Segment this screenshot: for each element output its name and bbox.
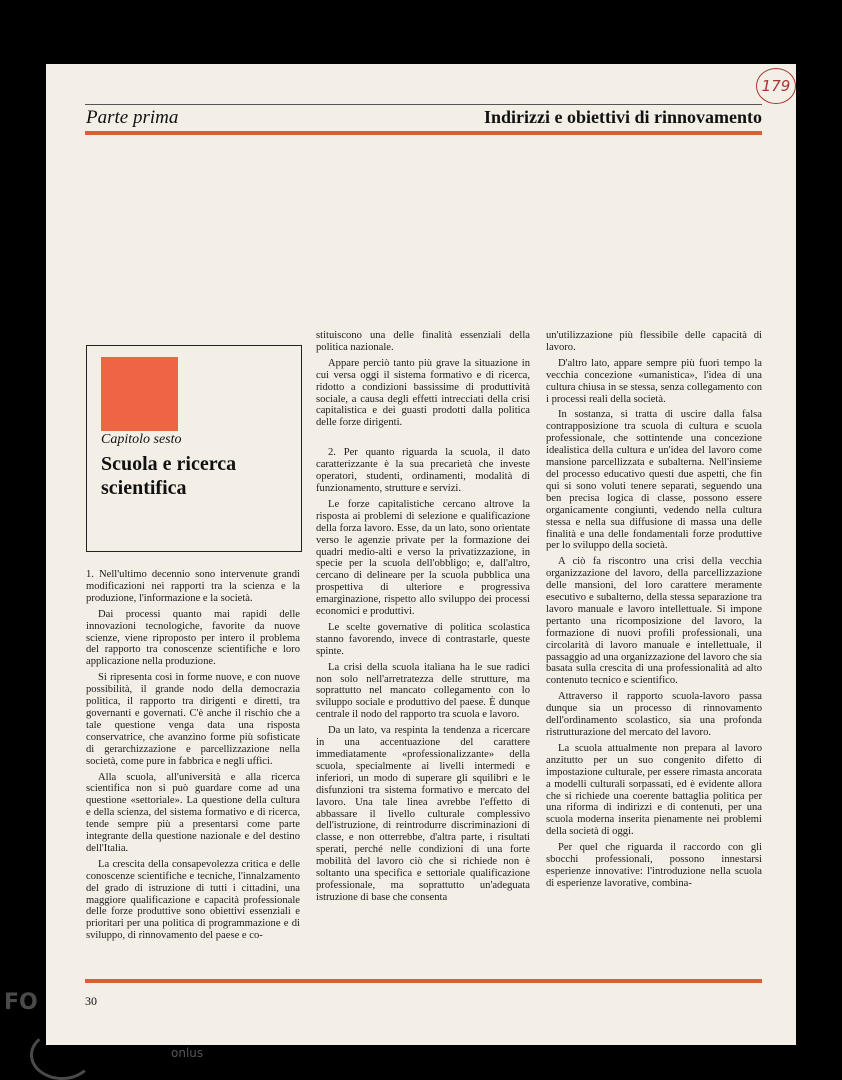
paragraph: La scuola attualmente non prepara al lavoro anzitutto per un suo congenito difetto di impostazione culturale, per essere rimasta ancorata a modelli culturali sorpassati, ed è evidente allora che si richiede una coerente battaglia politica per una riforma di indirizzi e di contenuti, per una scuola moderna inserita pienamente nei problemi della società di oggi. xyxy=(546,742,762,838)
watermark-logo-text: FO xyxy=(4,990,38,1015)
document-page xyxy=(46,64,796,1045)
paragraph: A ciò fa riscontro una crisi della vecchia organizzazione del lavoro, della parcellizzazione delle mansioni, del loro carattere meramente esecutivo e subalterno, della stessa separazione tra lavoro manuale e lavoro intellettuale. Si impone pertanto una ricomposizione del lavoro, la formazione di nuovi profili professionali, una circolarità di lavoro manuale e intellettuale, il passaggio ad una organizzazione del lavoro che sia basata sulla crescita di una professionalità ad alto contenuto tecnico e scientifico. xyxy=(546,556,763,687)
paragraph: Si ripresenta così in forme nuove, e con nuove possibilità, il grande nodo della democrazia politica, il rapporto tra dirigenti e diretti, tra governanti e governati. C'è anche il rischio che a tale questione venga data una risposta conservatrice, che avanzino forme più sofisticate di gerarchizzazione e parcellizzazione nella società, come pure in fabbrica e negli uffici. xyxy=(86,672,300,767)
chapter-label: Capitolo sesto xyxy=(101,432,182,447)
paragraph: Da un lato, va respinta la tendenza a ricercare in una accentuazione del carattere immediatamente «professionalizzante» della scuola, specialmente ai livelli intermedi e inferiori, un modo di superare gli squilibri e le disfunzioni tra sistema formativo e mercato del lavoro. Una tale linea avrebbe l'effetto di abbassare il livello culturale complessivo dell'istruzione, di reintrodurre discriminazioni di classe, e non otterrebbe, d'altra parte, i risultati sperati, perché nelle condizioni di una forte mobilità del lavoro ciò che si richiede non è soltanto una specifica e settoriale qualificazione professionale, ma soprattutto un'adeguata istruzione di base che consenta xyxy=(316,725,530,903)
paragraph: La crescita della consapevolezza critica e delle conoscenze scientifiche e tecniche, l'innalzamento del grado di istruzione di tutti i cittadini, una maggiore qualificazione e capacità professionale delle forze produttive sono obiettivi essenziali e prioritari per una politica di programmazione e di sviluppo, di rinnovamento del paese e co- xyxy=(86,858,300,942)
paragraph: un'utilizzazione più flessibile delle capacità di lavoro. xyxy=(546,330,762,353)
header-rule-thin xyxy=(85,104,762,105)
paragraph: Le scelte governative di politica scolastica stanno favorendo, invece di contrastarle, queste spinte. xyxy=(316,621,530,657)
paragraph: D'altro lato, appare sempre più fuori tempo la vecchia concezione «umanistica», l'idea di una cultura chiusa in se stessa, senza collegamento con i processi reali della società. xyxy=(546,357,762,405)
page-number: 30 xyxy=(85,994,97,1008)
paragraph: Attraverso il rapporto scuola-lavoro passa dunque sia un processo di rinnovamento dell'ordinamento scolastico, sia una profonda ristrutturazione del mercato del lavoro. xyxy=(546,691,762,738)
handwritten-folio-mark: 179 xyxy=(756,68,796,104)
chapter-box xyxy=(86,345,302,552)
paragraph: La crisi della scuola italiana ha le sue radici non solo nell'arretratezza delle strutture, ma soprattutto nel mancato collegamento con lo sviluppo sociale e produttivo del paese. È dunque centrale il nodo del rapporto tra scuola e lavoro. xyxy=(316,661,530,721)
paragraph: Dai processi quanto mai rapidi delle innovazioni tecnologiche, favorite da nuove scienze, viene riproposto per intero il problema del rapporto tra conoscenze scientifiche e loro applicazione nella produzione. xyxy=(86,608,300,668)
watermark-arc-icon xyxy=(30,1030,94,1080)
paragraph: Per quel che riguarda il raccordo con gli sbocchi professionali, possono innestarsi esperienze innovative: l'introduzione nella scuola di esperienze lavorative, combina- xyxy=(546,842,762,889)
header-rule-accent xyxy=(85,131,762,135)
paragraph: 1. Nell'ultimo decennio sono intervenute grandi modificazioni nei rapporti tra la scienza e la produzione, l'informazione e la società. xyxy=(86,569,300,604)
chapter-accent-square xyxy=(101,357,178,431)
paragraph: In sostanza, si tratta di uscire dalla falsa contrapposizione tra scuola di cultura e scuola professionale, che sottintende una concezione idealistica della cultura e un'idea del lavoro come mansione parcellizzata e subalterna. Nell'insieme del processo educativo questi due aspetti, che fin qui si sono voluti tenere separati, seguendo una ben precisa logica di classe, possono essere organicamente congiunti, vedendo nella cultura stessa e nella sua diffusione di massa una delle finalità e una delle fondamentali forze produttive per lo sviluppo della società. xyxy=(546,409,762,552)
paragraph: stituiscono una delle finalità essenziali della politica nazionale. xyxy=(316,330,530,353)
chapter-title: Scuola e ricerca scientifica xyxy=(101,453,237,499)
text-column-2 xyxy=(316,330,530,904)
footer-rule-accent xyxy=(85,979,762,983)
paragraph: Appare perciò tanto più grave la situazione in cui versa oggi il sistema formativo e di ricerca, ridotto a condizioni bassissime di produttività sociale, a causa degli effetti intrecciati della crisi capitalistica e dei guasti prodotti dalla politica delle forze dirigenti. xyxy=(316,357,530,429)
text-column-1 xyxy=(86,569,300,942)
text-column-3 xyxy=(546,330,762,890)
section-title-left: Parte prima xyxy=(86,107,179,128)
paragraph: Le forze capitalistiche cercano altrove la risposta ai problemi di selezione e qualificazione della forza lavoro. Esse, da un lato, sono orientate verso le agenzie private per la formazione dei quadri medio-alti e verso la privatizzazione, in specie per la scuola dell'obbligo; e, dall'altro, cercano di delineare per la scuola pubblica una prospettiva di ulteriore e progressiva emarginazione, rispetto allo sviluppo dei processi economici e produttivi. xyxy=(316,498,530,618)
watermark-label: onlus xyxy=(171,1046,204,1060)
paragraph: 2. Per quanto riguarda la scuola, il dato caratterizzante è la sua precarietà che investe operatori, studenti, ordinamenti, modalità di funzionamento, strutture e servizi. xyxy=(316,447,530,494)
section-title-right: Indirizzi e obiettivi di rinnovamento xyxy=(484,107,762,127)
paragraph: Alla scuola, all'università e alla ricerca scientifica non si può guardare come ad una questione «settoriale». La questione della cultura e della scienza, del sistema formativo e di ricerca, tende sempre più a presentarsi come parte integrante della questione nazionale e del destino dell'Italia. xyxy=(86,771,300,854)
